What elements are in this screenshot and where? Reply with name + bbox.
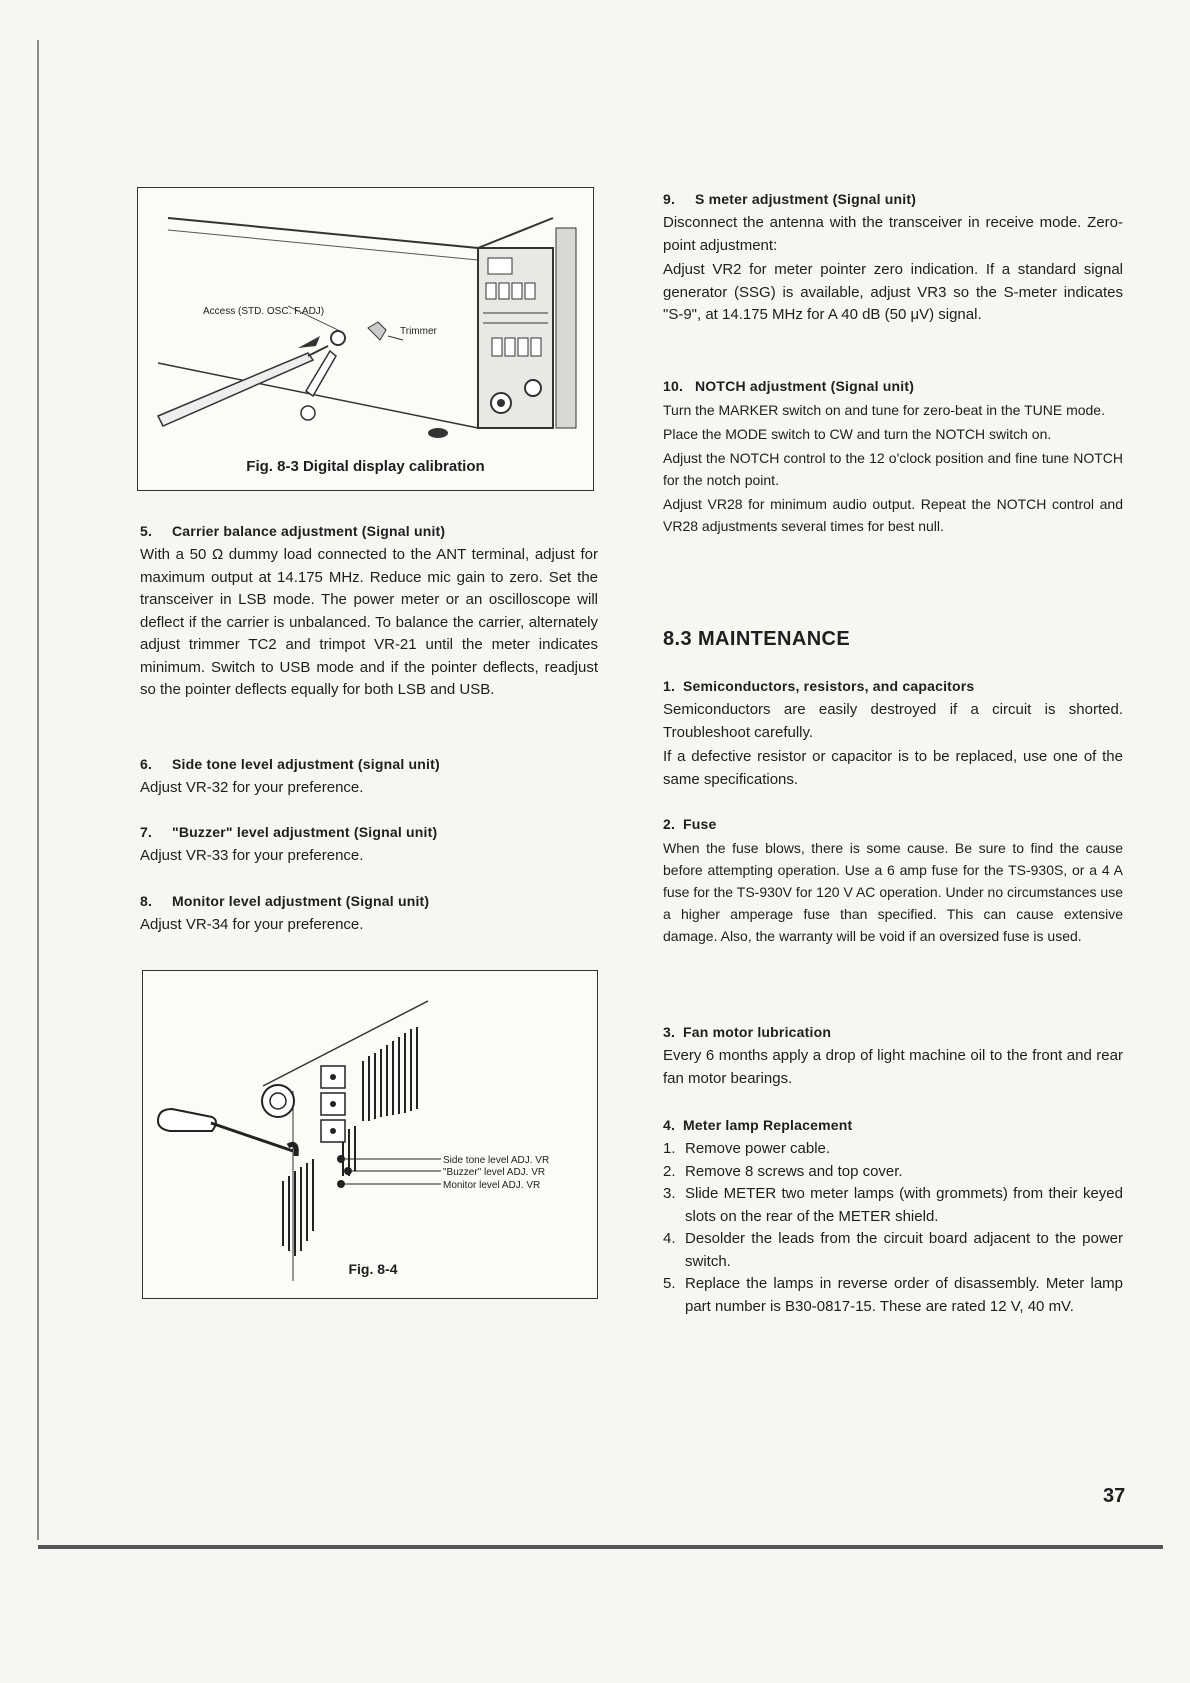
step-number: 4. [663,1230,676,1247]
paragraph: Turn the MARKER switch on and tune for zero-beat in the TUNE mode. [663,402,1105,418]
step-number: 5. [663,1275,676,1292]
section-heading: Fan motor lubrication [683,1024,832,1040]
paragraph: When the fuse blows, there is some cause. Be sure to find the cause before attempting operation. Use a 6 amp fuse for the TS-930S, or a 4 A fuse for the TS-930V for 120 V AC operation. Under no circumstances use a higher amperage fuse than specified. This can cause extensive damage. Also, the warranty will be void if an oversized fuse is used. [663,840,1123,944]
section-fan-motor [663,1024,1123,1092]
section-number: 7. [140,824,153,840]
step-text: Desolder the leads from the circuit board adjacent to the power switch. [685,1230,1123,1270]
list-item [663,1273,1123,1318]
section-heading: Semiconductors, resistors, and capacitors [683,678,975,694]
section-meter-lamp [663,1117,1123,1318]
section-number: 1. [663,678,676,694]
section-fuse [663,816,1123,949]
list-item [663,1138,1123,1161]
figure-8-4-caption: Fig. 8-4 [348,1261,398,1277]
paragraph: Every 6 months apply a drop of light machine oil to the front and rear fan motor bearings. [663,1047,1123,1087]
section-side-tone [140,756,598,802]
step-text: Slide METER two meter lamps (with grommets) from their keyed slots on the rear of the METER shield. [685,1185,1123,1225]
section-number: 10. [663,378,684,394]
section-number: 3. [663,1024,676,1040]
figure-8-3-caption: Fig. 8-3 Digital display calibration [246,458,485,475]
section-body: Adjust VR-33 for your preference. [140,847,364,864]
section-heading: Fuse [683,816,717,832]
paragraph: Adjust the NOTCH control to the 12 o'clock position and fine tune NOTCH for the notch point. [663,450,1123,488]
step-text: Remove 8 screws and top cover. [685,1162,903,1180]
section-heading: "Buzzer" level adjustment (Signal unit) [172,824,438,840]
page-edge-left [37,40,39,1540]
paragraph: Adjust VR2 for meter pointer zero indication. If a standard signal generator (SSG) is available, adjust VR3 so the S-meter indicates "S-9", at 14.175 MHz for A 40 dB (50 μV) signal. [663,261,1123,323]
paragraph: Place the MODE switch to CW and turn the NOTCH switch on. [663,426,1052,442]
section-number: 4. [663,1117,676,1133]
label-access: Access (STD. OSC. F.ADJ) [203,306,325,317]
section-heading: NOTCH adjustment (Signal unit) [695,378,915,394]
section-notch [663,378,1123,539]
section-heading: Side tone level adjustment (signal unit) [172,756,440,772]
maintenance-heading: 8.3 MAINTENANCE [663,628,851,650]
label-buzzer-vr: "Buzzer" level ADJ. VR [443,1167,546,1178]
section-body: With a 50 Ω dummy load connected to the ANT terminal, adjust for maximum output at 14.175 MHz. Reduce mic gain to zero. Set the transceiver in LSB mode. The power meter or an oscilloscope will deflect if the carrier is unbalanced. To balance the carrier, alternately adjust trimmer TC2 and trimpot VR-21 until the meter indicates minimum. Switch to USB mode and if the pointer deflects, readjust so the pointer deflects equally for both LSB and USB. [140,546,598,698]
paragraph: If a defective resistor or capacitor is to be replaced, use one of the same specifications. [663,748,1123,788]
rear-panel-adjustment-illustration [143,971,597,1298]
section-number: 9. [663,191,676,207]
section-buzzer-level [140,824,598,870]
section-number: 2. [663,816,676,832]
paragraph: Disconnect the antenna with the transceiver in receive mode. Zero-point adjustment: [663,214,1123,254]
section-heading: Monitor level adjustment (Signal unit) [172,893,430,909]
section-semiconductors [663,678,1123,793]
label-side-tone-vr: Side tone level ADJ. VR [443,1155,550,1166]
section-number: 8. [140,893,153,909]
list-item [663,1183,1123,1228]
replacement-steps [663,1138,1123,1318]
section-heading: Meter lamp Replacement [683,1117,853,1133]
step-text: Replace the lamps in reverse order of disassembly. Meter lamp part number is B30-0817-15. These are rated 12 V, 40 mV. [685,1275,1123,1315]
transceiver-calibration-illustration [138,188,593,490]
list-item [663,1228,1123,1273]
section-heading: Carrier balance adjustment (Signal unit) [172,523,446,539]
figure-8-4 [142,970,598,1299]
paragraph: Semiconductors are easily destroyed if a circuit is shorted. Troubleshoot carefully. [663,701,1123,741]
step-number: 2. [663,1162,676,1180]
section-body: Adjust VR-32 for your preference. [140,779,364,796]
section-number: 5. [140,523,153,539]
label-monitor-vr: Monitor level ADJ. VR [443,1180,541,1191]
section-number: 6. [140,756,153,772]
paragraph: Adjust VR28 for minimum audio output. Repeat the NOTCH control and VR28 adjustments several times for best null. [663,496,1123,534]
step-number: 1. [663,1140,676,1157]
section-s-meter [663,191,1123,329]
page-edge-bottom [38,1545,1163,1549]
list-item [663,1161,1123,1184]
section-monitor-level [140,893,598,939]
figure-8-3 [137,187,594,491]
page-number: 37 [1103,1485,1126,1507]
step-text: Remove power cable. [685,1140,831,1157]
label-trimmer: Trimmer [400,326,437,337]
section-carrier-balance [140,523,598,704]
step-number: 3. [663,1185,676,1202]
section-body: Adjust VR-34 for your preference. [140,916,364,933]
section-heading: S meter adjustment (Signal unit) [695,191,917,207]
